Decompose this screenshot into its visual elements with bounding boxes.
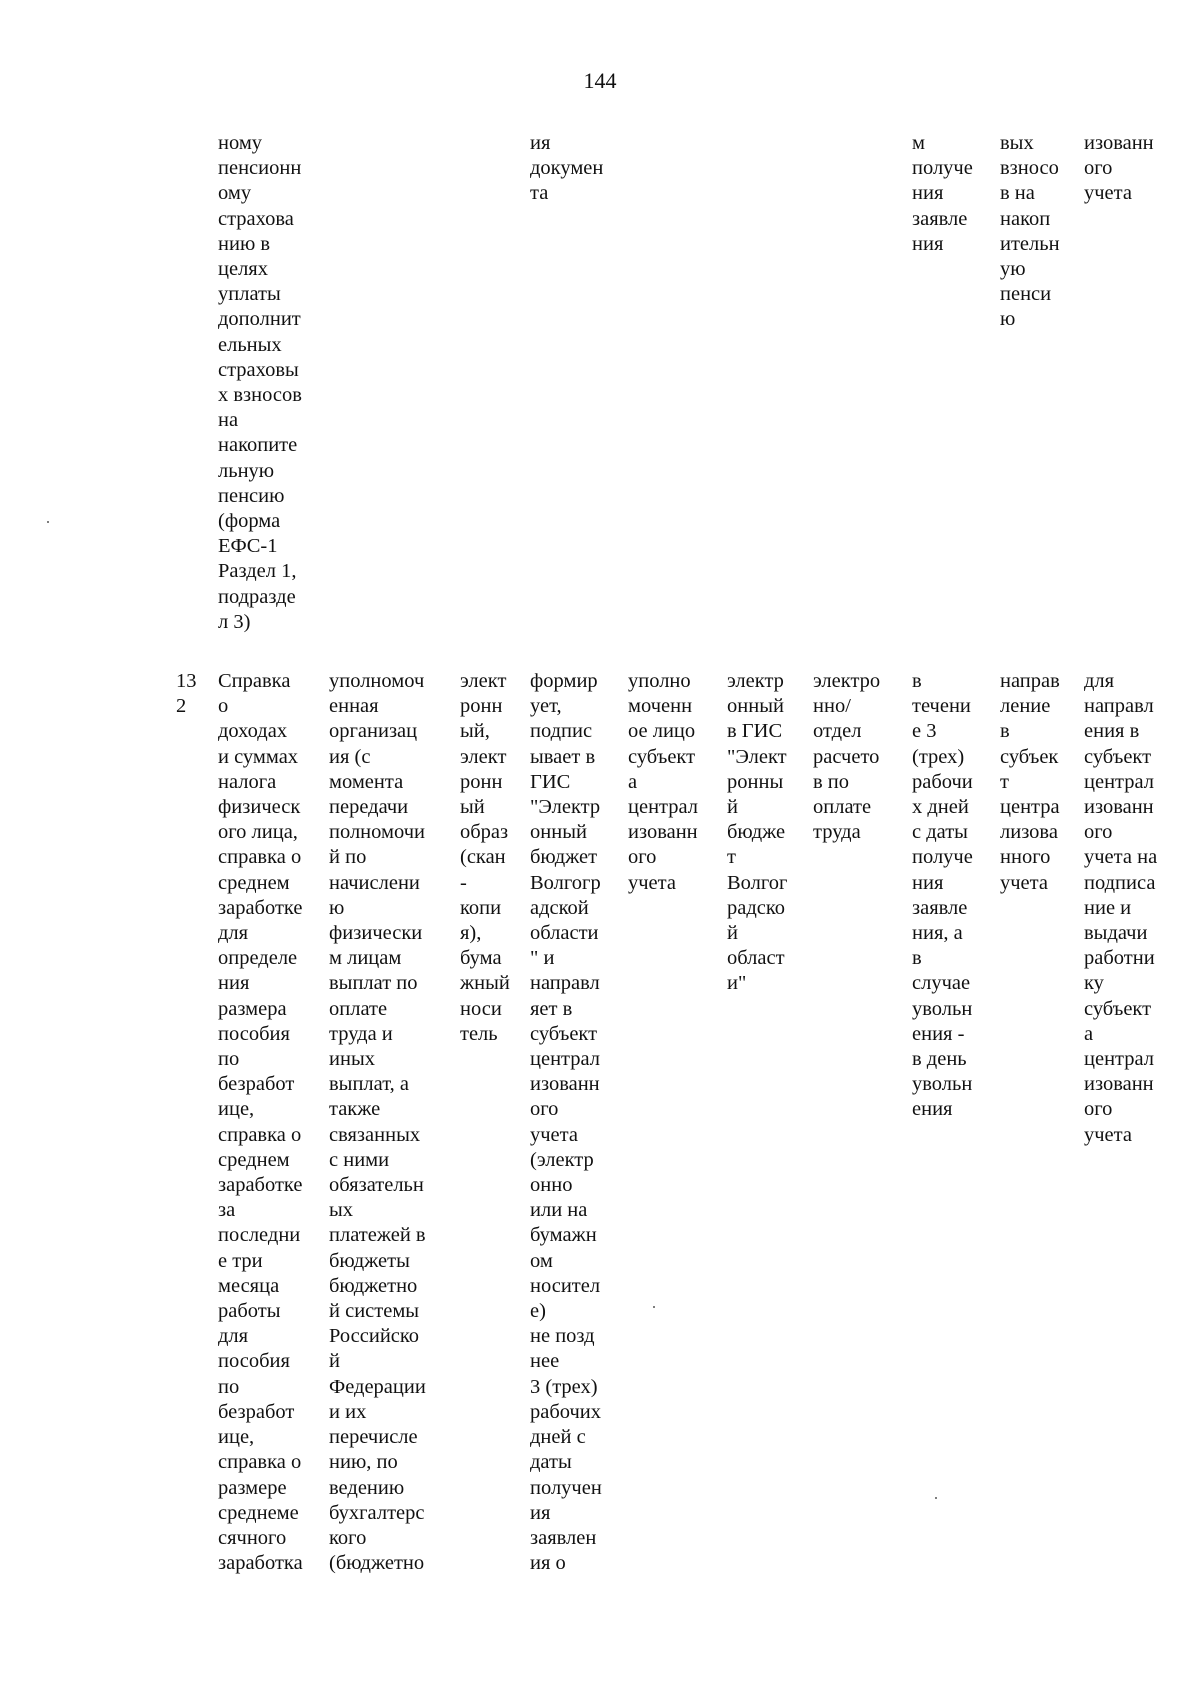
cell-procedure: ия докумен та: [530, 132, 604, 205]
cell-format: электр онный в ГИС "Элект ронны й бюдже т Волгог радско й област и": [727, 670, 788, 995]
scan-speck: [935, 1497, 937, 1499]
cell-procedure: формир ует, подпис ывает в ГИС "Электр онный бюджет Волгогр адской области " и направл яет в субъект централ изованн ого учета (электр онно или на бумажн ом носител е) не позд нее 3 (трех) рабочих дней с даты получен ия заявлен ия о: [530, 670, 602, 1575]
cell-purpose: для направл ения в субъект централ изованн ого учета на подписа ние и выдачи работни ку субъект а централ изованн ого учета: [1084, 670, 1158, 1146]
cell-signer: уполно моченн ое лицо субъект а централ изованн ого учета: [628, 670, 699, 894]
cell-action: направ ление в субъек т центра лизова нного учета: [1000, 670, 1060, 894]
cell-creator: уполномоч енная организац ия (с момента передачи полномочи й по начислени ю физически м лицам выплат по оплате труда и иных выплат, а также связанных с ними обязательн ых платежей в бюджеты бюджетно й системы Российско й Федерации и их перечисле нию, по ведению бухгалтерс кого (бюджетно: [329, 670, 426, 1575]
cell-document-name: ному пенсионн ому страхова нию в целях уплаты дополнит ельных страховы х взносов на накопите льную пенсию (форма ЕФС-1 Раздел 1, подразде л 3): [218, 132, 302, 633]
cell-recipient: электро нно/ отдел расчето в по оплате труда: [813, 670, 881, 844]
cell-number: 13 2: [176, 670, 197, 718]
scan-speck: [47, 521, 49, 523]
page-number: 144: [583, 68, 617, 93]
cell-deadline: м получе ния заявле ния: [912, 132, 973, 255]
cell-deadline: в течени е 3 (трех) рабочи х дней с даты получе ния заявле ния, а в случае увольн ения - в день увольн ения: [912, 670, 973, 1121]
cell-action: вых взносо в на накоп ительн ую пенси ю: [1000, 132, 1060, 331]
cell-form: элект ронн ый, элект ронн ый образ (скан - копи я), бума жный носи тель: [460, 670, 510, 1045]
cell-document-name: Справка о доходах и суммах налога физическ ого лица, справка о среднем заработке для определе ния размера пособия по безработ ице, справка о среднем заработке за последни е три месяца работы для пособия по безработ ице, справка о размере среднеме сячного заработка: [218, 670, 303, 1575]
scan-speck: [653, 1306, 655, 1308]
cell-purpose: изованн ого учета: [1084, 132, 1154, 205]
